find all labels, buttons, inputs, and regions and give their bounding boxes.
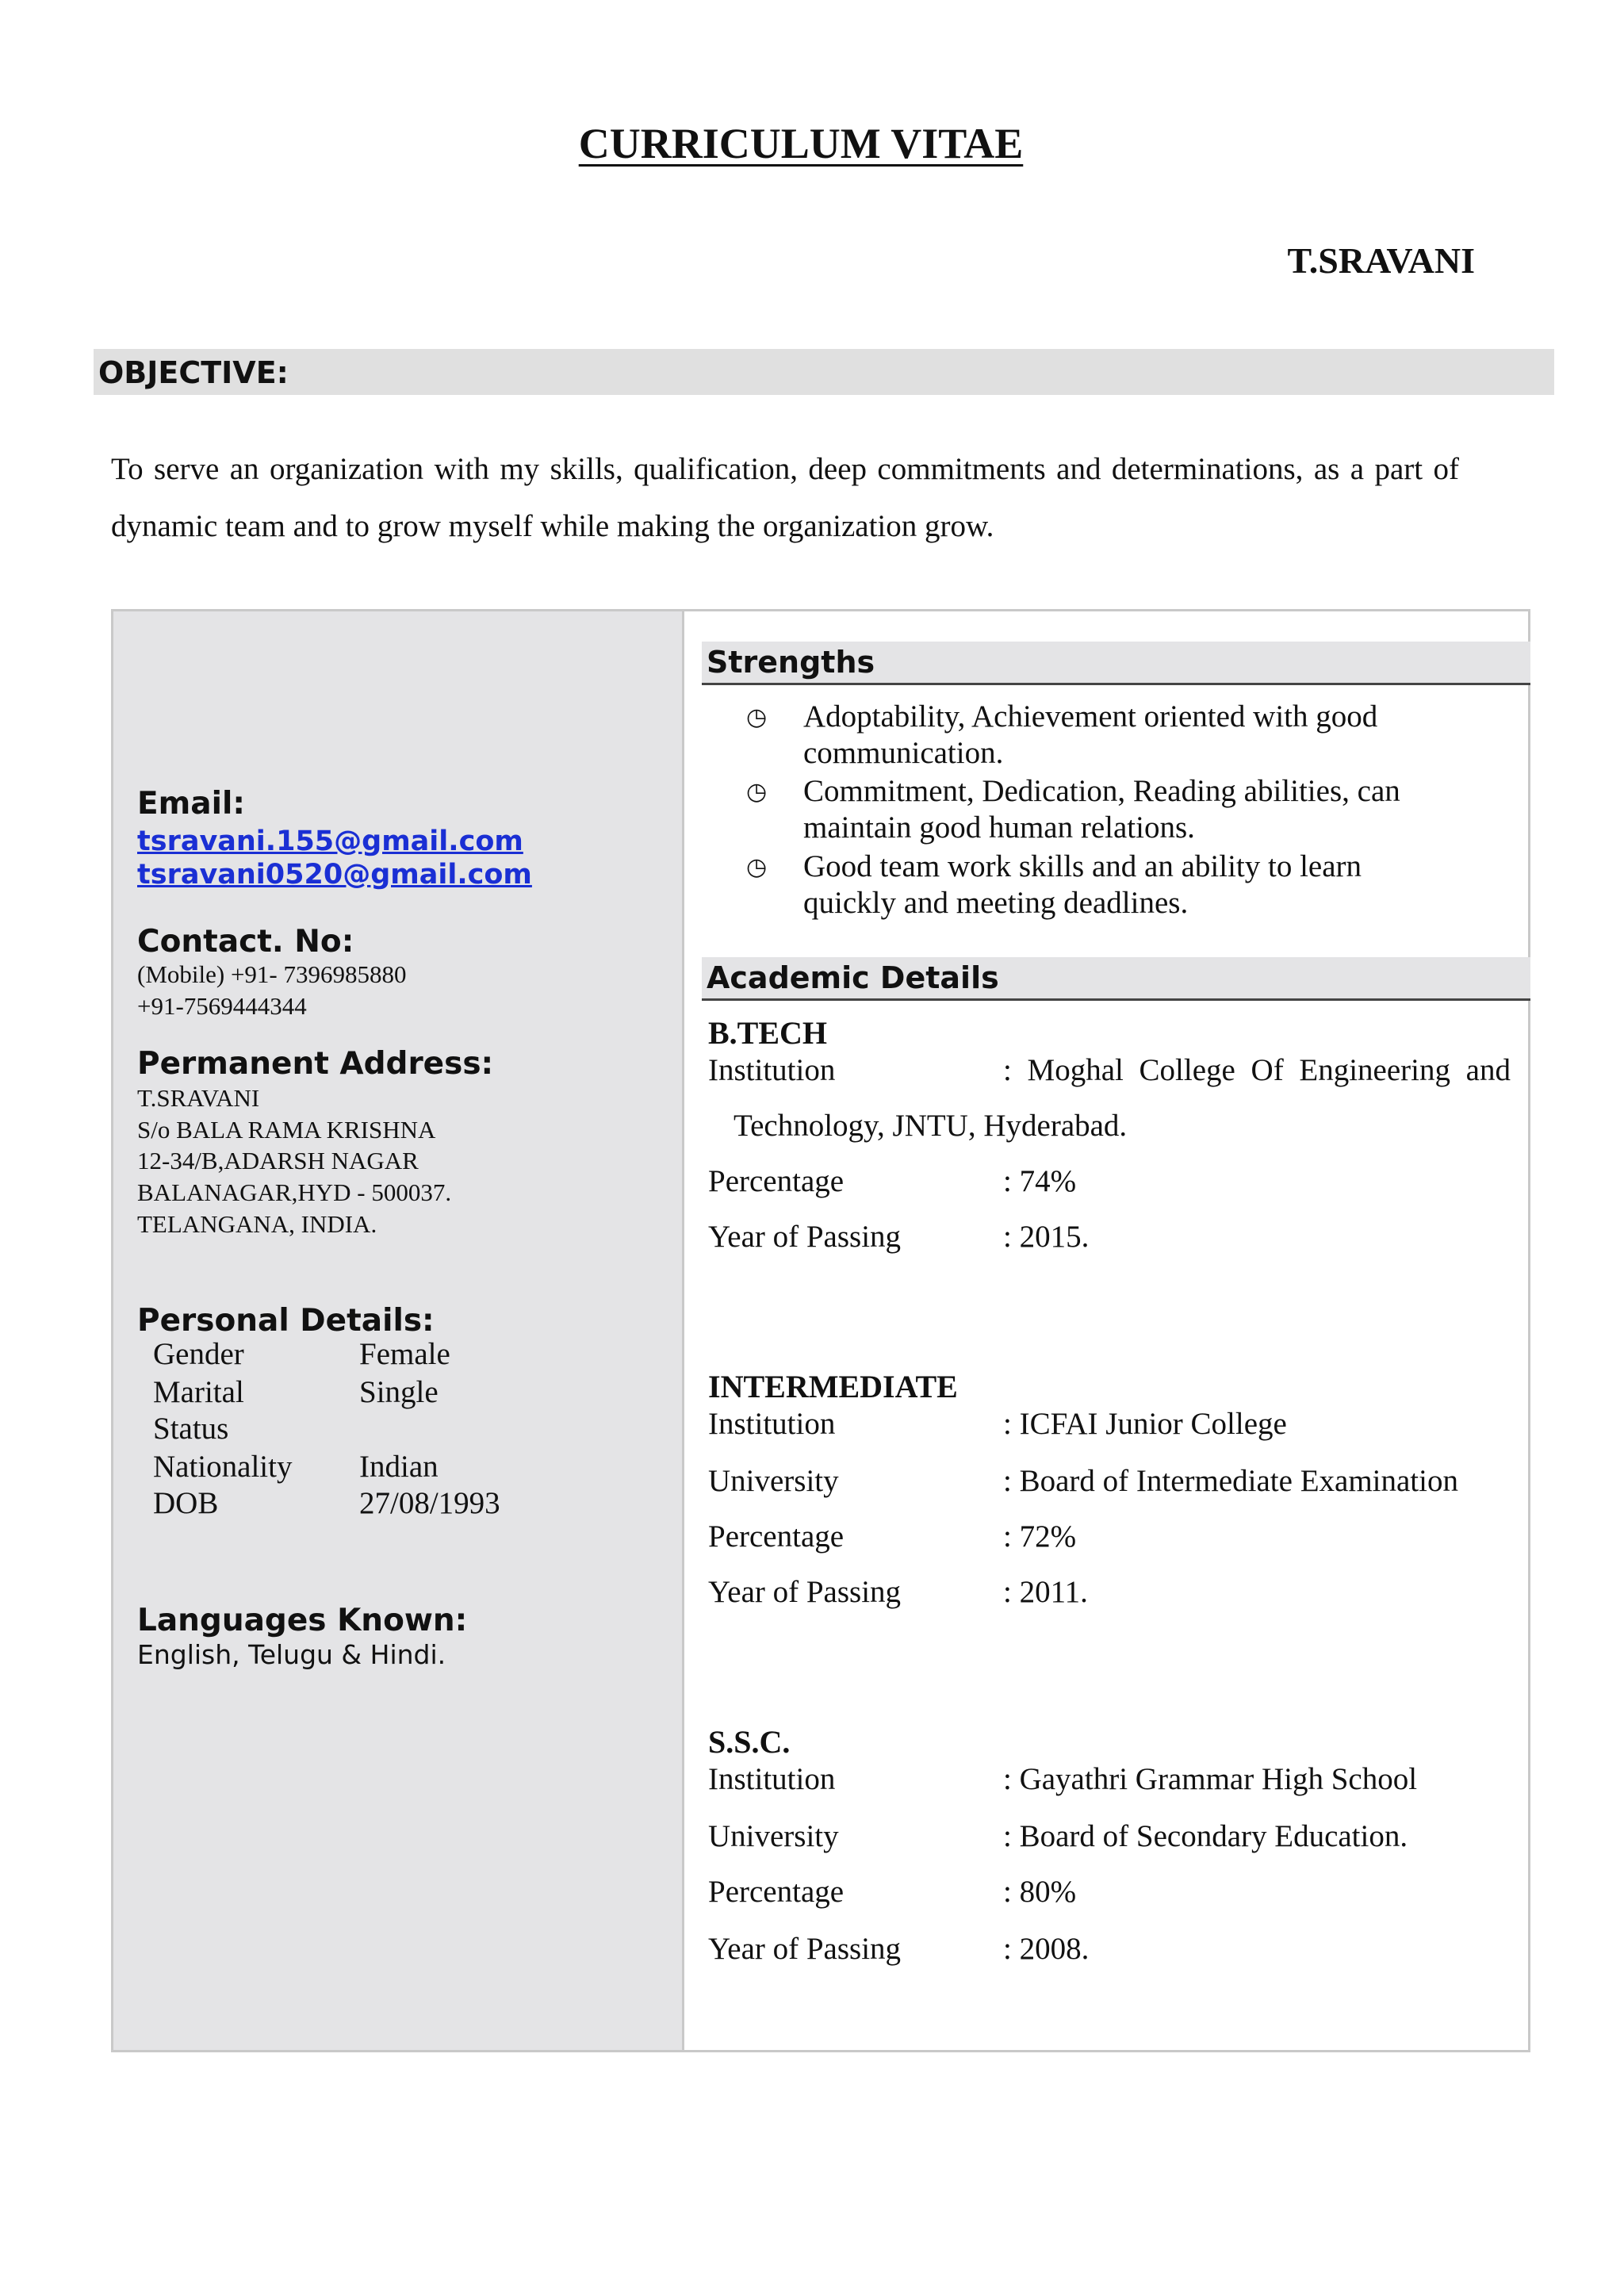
btech-percentage-value: : 74% <box>1003 1164 1077 1198</box>
strength-line: maintain good human relations. <box>803 810 1195 845</box>
personal-label-gender: Gender <box>153 1337 244 1371</box>
personal-value-dob: 27/08/1993 <box>359 1486 500 1520</box>
inter-institution-value: : ICFAI Junior College <box>1003 1407 1287 1441</box>
address-line: BALANAGAR,HYD - 500037. <box>137 1178 452 1206</box>
email-heading: Email: <box>137 786 245 822</box>
btech-percentage-label: Percentage <box>708 1164 845 1198</box>
inter-percentage-label: Percentage <box>708 1519 845 1554</box>
contact-line-mobile: (Mobile) +91- 7396985880 <box>137 960 407 988</box>
inter-institution-label: Institution <box>708 1407 836 1441</box>
document-title: CURRICULUM VITAE <box>578 120 1024 167</box>
right-column <box>684 611 1530 2050</box>
personal-label-nationality: Nationality <box>153 1450 293 1484</box>
strengths-heading-bar <box>702 642 1530 685</box>
personal-label-marital: Marital <box>153 1375 244 1409</box>
contact-line-2: +91-7569444344 <box>137 992 307 1020</box>
email-link-1[interactable]: tsravani.155@gmail.com <box>137 826 523 857</box>
details-panel <box>111 609 1530 2052</box>
inter-university-value: : Board of Intermediate Examination <box>1003 1464 1458 1498</box>
address-line: S/o BALA RAMA KRISHNA <box>137 1116 436 1144</box>
btech-year-label: Year of Passing <box>708 1220 902 1254</box>
objective-heading: OBJECTIVE: <box>98 355 289 390</box>
ssc-year-label: Year of Passing <box>708 1932 902 1966</box>
btech-institution-label: Institution <box>708 1053 836 1087</box>
strength-line: communication. <box>803 736 1004 770</box>
intermediate-heading: INTERMEDIATE <box>708 1369 958 1404</box>
objective-text: To serve an organization with my skills, qualification, deep commitments and determinations, as a part of dynamic team and to grow myself while making the organization grow. <box>111 452 1459 543</box>
personal-value-nationality: Indian <box>359 1450 439 1484</box>
address-line: T.SRAVANI <box>137 1084 260 1112</box>
strengths-heading: Strengths <box>707 645 875 680</box>
ssc-percentage-label: Percentage <box>708 1875 845 1909</box>
left-column <box>113 611 684 2050</box>
strength-line: Adoptability, Achievement oriented with good <box>803 699 1378 734</box>
inter-year-value: : 2011. <box>1003 1575 1088 1609</box>
strength-line: Good team work skills and an ability to learn <box>803 849 1362 883</box>
address-heading: Permanent Address: <box>137 1046 494 1082</box>
personal-label-dob: DOB <box>153 1486 219 1520</box>
ssc-university-value: : Board of Secondary Education. <box>1003 1819 1408 1853</box>
inter-percentage-value: : 72% <box>1003 1519 1077 1554</box>
languages-heading: Languages Known: <box>137 1603 468 1638</box>
btech-institution-cont: Technology, JNTU, Hyderabad. <box>733 1109 1128 1143</box>
address-line: 12-34/B,ADARSH NAGAR <box>137 1147 419 1174</box>
ssc-heading: S.S.C. <box>708 1724 791 1760</box>
btech-institution-value: : Moghal College Of Engineering and <box>1003 1053 1511 1087</box>
personal-label-marital-status: Status <box>153 1412 229 1446</box>
strength-line: Commitment, Dedication, Reading abilities, can <box>803 774 1400 808</box>
clock-bullet-icon: ◷ <box>746 704 768 730</box>
btech-year-value: : 2015. <box>1003 1220 1090 1254</box>
ssc-institution-value: : Gayathri Grammar High School <box>1003 1762 1418 1796</box>
languages-text: English, Telugu & Hindi. <box>137 1639 446 1670</box>
email-link-2[interactable]: tsravani0520@gmail.com <box>137 859 532 891</box>
personal-value-marital: Single <box>359 1375 439 1409</box>
ssc-institution-label: Institution <box>708 1762 836 1796</box>
strength-line: quickly and meeting deadlines. <box>803 886 1189 920</box>
candidate-name: T.SRAVANI <box>1287 240 1475 281</box>
address-line: TELANGANA, INDIA. <box>137 1210 377 1238</box>
ssc-university-label: University <box>708 1819 839 1853</box>
contact-heading: Contact. No: <box>137 924 354 960</box>
personal-value-gender: Female <box>359 1337 450 1371</box>
clock-bullet-icon: ◷ <box>746 779 768 805</box>
ssc-percentage-value: : 80% <box>1003 1875 1077 1909</box>
clock-bullet-icon: ◷ <box>746 854 768 880</box>
ssc-year-value: : 2008. <box>1003 1932 1090 1966</box>
inter-year-label: Year of Passing <box>708 1575 902 1609</box>
btech-heading: B.TECH <box>708 1015 828 1051</box>
inter-university-label: University <box>708 1464 839 1498</box>
academic-heading-bar <box>702 957 1530 1001</box>
objective-heading-bar <box>94 349 1554 395</box>
personal-details-heading: Personal Details: <box>137 1303 435 1339</box>
academic-heading: Academic Details <box>707 960 999 995</box>
